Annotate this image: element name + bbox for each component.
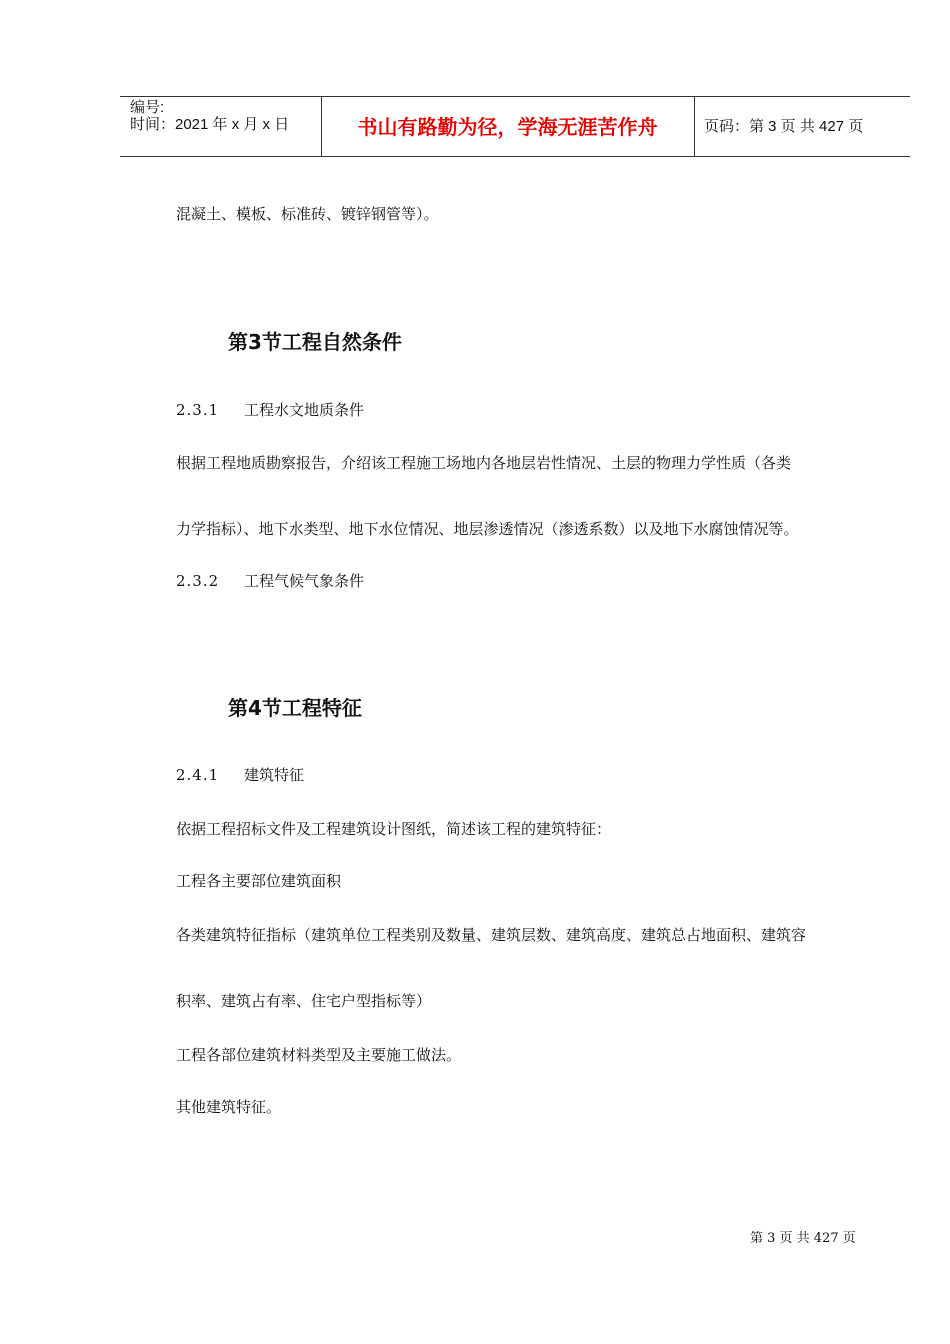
header-page-label: 页码：第 3 页 共 427 页 [704, 118, 864, 135]
subsection-2-4-1-heading [176, 765, 304, 785]
subsection-number: 2.3.1 [176, 401, 220, 419]
subsection-title: 工程水文地质条件 [244, 401, 365, 419]
subsection-number: 2.3.2 [176, 572, 220, 590]
header-motto: 书山有路勤为径，学海无涯苦作舟 [357, 115, 658, 139]
body-paragraph: 积率、建筑占有率、住宅户型指标等） [176, 992, 432, 1010]
page-header [120, 96, 910, 157]
header-number-label: 编号: [130, 99, 165, 116]
section-4-heading: 第4节工程特征 [228, 696, 362, 720]
body-paragraph: 力学指标）、地下水类型、地下水位情况、地层渗透情况（渗透系数）以及地下水腐蚀情况等。 [176, 520, 799, 538]
header-time-label: 时间：2021 年 x 月 x 日 [130, 116, 290, 133]
subsection-2-3-1-heading [176, 400, 364, 420]
section-3-heading: 第3节工程自然条件 [228, 330, 402, 354]
body-paragraph: 工程各主要部位建筑面积 [176, 872, 342, 890]
body-paragraph: 工程各部位建筑材料类型及主要施工做法。 [176, 1046, 462, 1064]
body-paragraph: 混凝土、模板、标准砖、镀锌钢管等）。 [176, 205, 439, 223]
body-paragraph: 根据工程地质勘察报告，介绍该工程施工场地内各地层岩性情况、土层的物理力学性质（各类 [176, 454, 792, 472]
body-paragraph: 各类建筑特征指标（建筑单位工程类别及数量、建筑层数、建筑高度、建筑总占地面积、建筑容 [176, 926, 807, 944]
subsection-number: 2.4.1 [176, 766, 220, 784]
header-divider [694, 97, 695, 156]
subsection-2-3-2-heading [176, 571, 364, 591]
footer-page-number: 第 3 页 共 427 页 [750, 1231, 856, 1246]
subsection-title: 建筑特征 [244, 766, 305, 784]
subsection-title: 工程气候气象条件 [244, 572, 365, 590]
body-paragraph: 其他建筑特征。 [176, 1098, 282, 1116]
body-paragraph: 依据工程招标文件及工程建筑设计图纸，简述该工程的建筑特征： [176, 820, 612, 838]
